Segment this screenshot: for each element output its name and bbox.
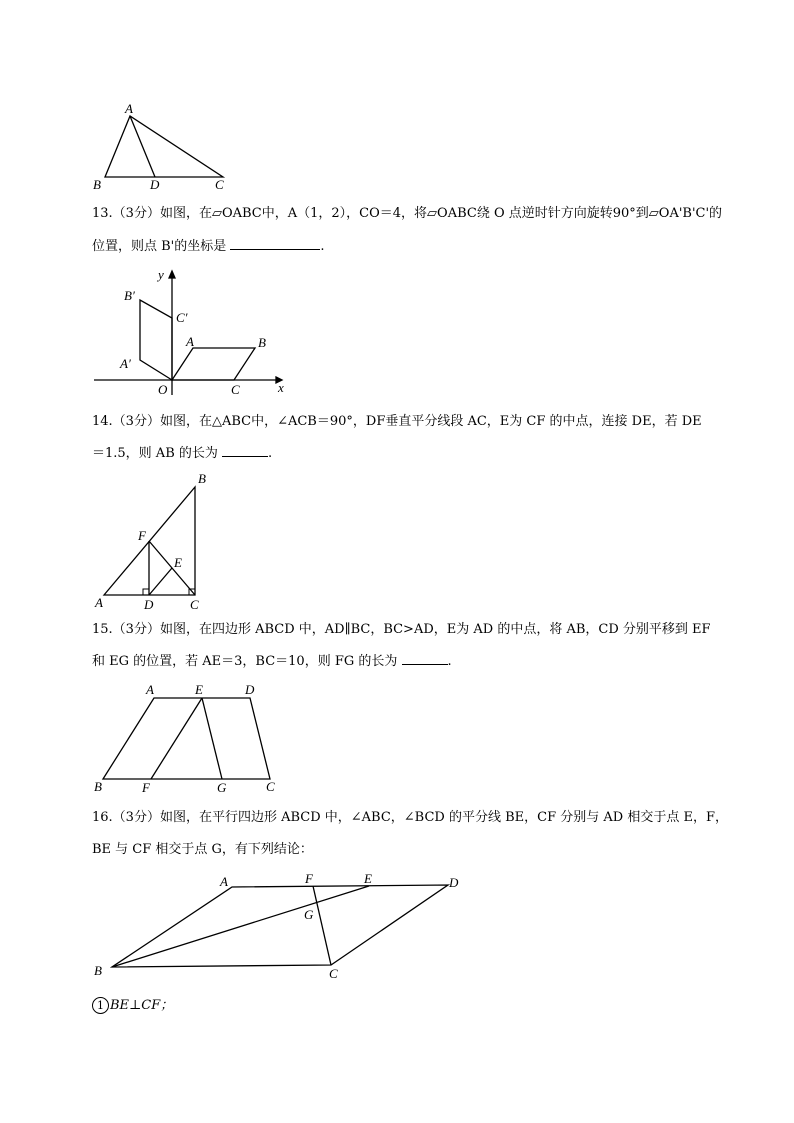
q15-label-g: G xyxy=(217,780,227,795)
q15-label-d: D xyxy=(245,682,255,697)
q16-label-g: G xyxy=(304,907,314,922)
q14-line-1: 14.（3分）如图，在△ABC中，∠ACB＝90°，DF垂直平分线段 AC，E为 CF 的中点，连接 DE，若 DE xyxy=(92,414,702,429)
q15-label-f: F xyxy=(142,780,150,795)
q15-line-1: 15.（3分）如图，在四边形 ABCD 中，AD∥BC，BC>AD，E为 AD 的中点，将 AB，CD 分别平移到 EF xyxy=(92,622,711,637)
q15-label-a: A xyxy=(146,682,154,697)
q15-end: . xyxy=(447,654,452,669)
q16-line-2: BE 与 CF 相交于点 G，有下列结论： xyxy=(92,842,313,857)
q13-end: . xyxy=(320,239,325,254)
q14-label-a: A xyxy=(95,595,103,610)
q14-label-c: C xyxy=(190,597,199,612)
q13-label-a-prime: A′ xyxy=(120,356,131,371)
q13-label-a: A xyxy=(186,334,194,349)
q15-text: 和 EG 的位置，若 AE＝3，BC＝10，则 FG 的长为 xyxy=(92,654,402,669)
q16-label-f: F xyxy=(305,871,313,886)
q12-label-b: B xyxy=(93,177,101,192)
q14-label-d: D xyxy=(144,597,154,612)
q16-conclusion-1 xyxy=(92,996,173,1016)
q13-label-b-prime: B′ xyxy=(124,288,135,303)
q16-label-a: A xyxy=(220,874,228,889)
q13-label-c: C xyxy=(231,382,240,397)
q13-label-c-prime: C′ xyxy=(176,310,188,325)
q13-text: 位置，则点 B'的坐标是 xyxy=(92,239,231,254)
q16-label-d: D xyxy=(449,875,459,890)
q13-label-o: O xyxy=(158,382,168,397)
q16-parallelogram-abcd xyxy=(112,885,448,967)
q14-text: ＝1.5，则 AB 的长为 xyxy=(92,446,223,461)
q16-segment-cf xyxy=(313,886,331,965)
q15-label-c: C xyxy=(266,779,275,794)
q12-label-d: D xyxy=(150,177,160,192)
q16-line-1: 16.（3分）如图，在平行四边形 ABCD 中，∠ABC，∠BCD 的平分线 BE，CF 分别与 AD 相交于点 E，F， xyxy=(92,810,728,825)
q16-label-b: B xyxy=(94,963,102,978)
q16-circled-number: 1 xyxy=(92,997,109,1014)
q12-label-c: C xyxy=(215,177,224,192)
q13-label-y: y xyxy=(158,267,164,282)
q15-label-e: E xyxy=(195,682,203,697)
q14-end: . xyxy=(268,446,273,461)
q14-label-b: B xyxy=(198,471,206,486)
q12-label-a: A xyxy=(125,101,133,116)
q16-conclusion-text: BE⊥CF； xyxy=(110,998,174,1013)
q13-line-1: 13.（3分）如图，在▱OABC中，A（1，2），CO＝4，将▱OABC绕 O 点逆时针方向旋转90°到▱OA'B'C'的 xyxy=(92,206,723,221)
q13-label-x: x xyxy=(278,380,284,395)
q16-label-c: C xyxy=(329,966,338,981)
q14-label-f: F xyxy=(138,528,146,543)
q15-label-b: B xyxy=(94,779,102,794)
q16-label-e: E xyxy=(364,871,372,886)
q13-label-b: B xyxy=(258,335,266,350)
q16-segment-be xyxy=(112,886,369,967)
q14-label-e: E xyxy=(174,555,182,570)
